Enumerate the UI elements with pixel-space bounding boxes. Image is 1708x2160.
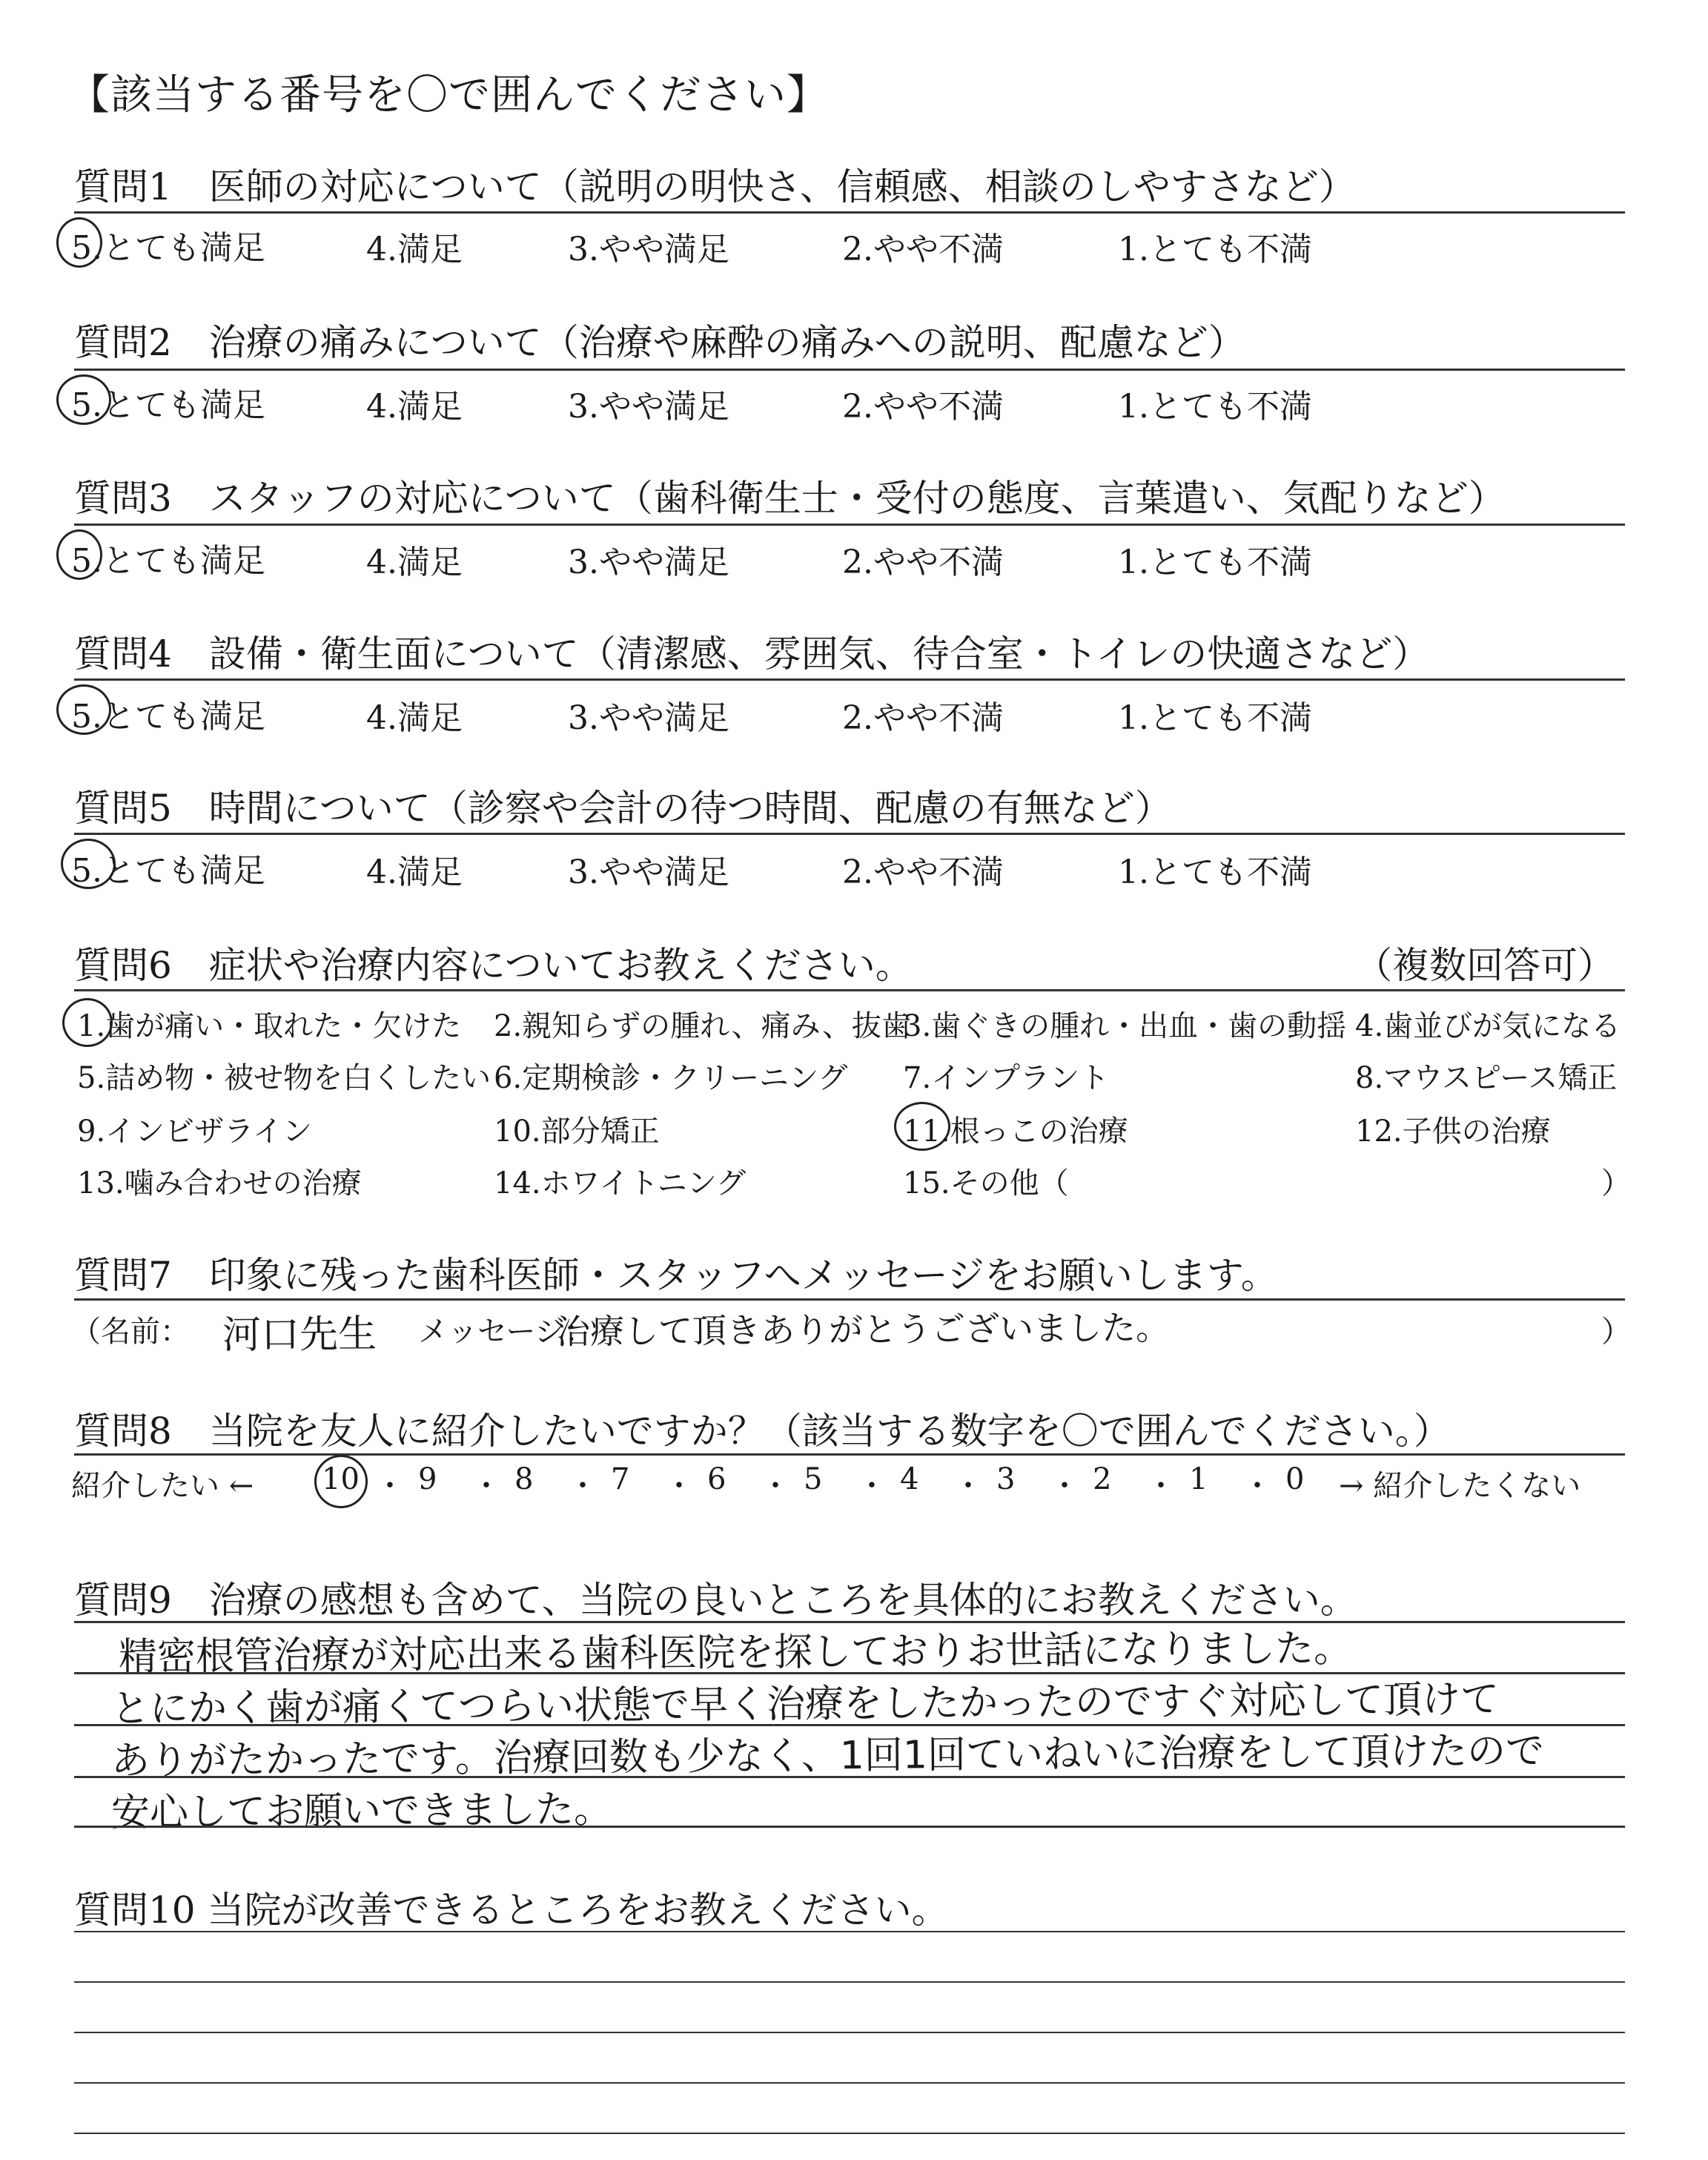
q6-item-1[interactable]: 1.歯が痛い・取れた・欠けた <box>77 1009 462 1043</box>
q3-option-4[interactable]: 4.満足 <box>366 544 463 581</box>
question-5-title: 質問5 時間について（診察や会計の待つ時間、配慮の有無など） <box>74 787 1172 830</box>
divider <box>74 678 1625 681</box>
scale-value-9[interactable]: 9 <box>418 1462 437 1496</box>
writing-line <box>74 1776 1625 1778</box>
question-10-title: 質問10 当院が改善できるところをお教えください。 <box>74 1889 949 1932</box>
q7-close-paren: ） <box>1601 1315 1631 1349</box>
recommend-scale <box>322 1462 1305 1504</box>
q6-item-12[interactable]: 12.子供の治療 <box>1355 1114 1551 1149</box>
scale-value-7[interactable]: 7 <box>611 1462 630 1496</box>
question-6-title: 質問6 症状や治療内容についてお教えください。 <box>74 944 913 987</box>
q6-item-8[interactable]: 8.マウスピース矯正 <box>1355 1061 1618 1095</box>
divider <box>74 1453 1625 1456</box>
scale-value-1[interactable]: 1 <box>1189 1462 1208 1496</box>
divider <box>74 833 1625 835</box>
q6-item-2[interactable]: 2.親知らずの腫れ、痛み、抜歯 <box>494 1009 911 1043</box>
q6-item-10[interactable]: 10.部分矯正 <box>494 1114 660 1149</box>
scale-separator: ・ <box>568 1469 598 1503</box>
q4-option-4[interactable]: 4.満足 <box>366 699 463 737</box>
scale-value-8[interactable]: 8 <box>514 1462 534 1496</box>
q5-option-4[interactable]: 4.満足 <box>366 853 463 891</box>
scale-separator: ・ <box>857 1469 887 1503</box>
question-9-title: 質問9 治療の感想も含めて、当院の良いところを具体的にお教えください。 <box>74 1579 1357 1622</box>
q3-option-3[interactable]: 3.やや満足 <box>568 544 729 581</box>
q6-item-7[interactable]: 7.インプラント <box>903 1061 1110 1095</box>
q2-option-1[interactable]: 1.とても不満 <box>1118 388 1312 426</box>
q6-item-15-close: ） <box>1601 1166 1631 1200</box>
writing-line <box>74 1826 1625 1828</box>
q6-item-6[interactable]: 6.定期検診・クリーニング <box>494 1061 848 1095</box>
q6-item-15[interactable]: 15.その他（ <box>903 1166 1069 1200</box>
writing-line[interactable] <box>74 2032 1625 2033</box>
writing-line[interactable] <box>74 1981 1625 1983</box>
writing-line[interactable] <box>74 1931 1625 1932</box>
scale-value-4[interactable]: 4 <box>900 1462 919 1496</box>
q9-answer-line-1[interactable]: 精密根管治療が対応出来る歯科医院を探しておりお世話になりました。 <box>118 1626 1353 1680</box>
q5-option-3[interactable]: 3.やや満足 <box>568 853 729 891</box>
q1-option-4[interactable]: 4.満足 <box>366 231 463 268</box>
scale-separator: ・ <box>1050 1469 1079 1503</box>
divider <box>74 369 1625 371</box>
scale-value-6[interactable]: 6 <box>707 1462 726 1496</box>
scale-separator: ・ <box>664 1469 694 1503</box>
question-6-note: （複数回答可） <box>1355 944 1615 987</box>
q7-message-value[interactable]: 治療して頂きありがとうございました。 <box>555 1307 1171 1352</box>
q5-option-5[interactable]: 5.とても満足 <box>71 852 265 890</box>
q7-message-label: メッセージ： <box>418 1315 595 1349</box>
q4-option-3[interactable]: 3.やや満足 <box>568 699 729 737</box>
q7-name-value[interactable]: 河口先生 <box>222 1312 377 1358</box>
scale-separator: ・ <box>953 1469 983 1503</box>
q4-option-2[interactable]: 2.やや不満 <box>842 699 1004 737</box>
q6-item-5[interactable]: 5.詰め物・被せ物を白くしたい <box>77 1061 491 1095</box>
q6-item-3[interactable]: 3.歯ぐきの腫れ・出血・歯の動揺 <box>903 1009 1347 1043</box>
q6-item-9[interactable]: 9.インビザライン <box>77 1114 312 1149</box>
scale-value-10[interactable]: 10 <box>322 1462 360 1496</box>
q2-option-3[interactable]: 3.やや満足 <box>568 388 729 426</box>
writing-line[interactable] <box>74 2133 1625 2134</box>
q9-answer-line-3[interactable]: ありがたかったです。治療回数も少なく、1回1回ていねいに治療をして頂けたので <box>110 1728 1545 1783</box>
q3-option-1[interactable]: 1.とても不満 <box>1118 544 1312 581</box>
question-1-title: 質問1 医師の対応について（説明の明快さ、信頼感、相談のしやすさなど） <box>74 165 1356 208</box>
q2-option-4[interactable]: 4.満足 <box>366 388 463 426</box>
q6-item-14[interactable]: 14.ホワイトニング <box>494 1166 747 1200</box>
q1-option-3[interactable]: 3.やや満足 <box>568 231 729 268</box>
q2-option-2[interactable]: 2.やや不満 <box>842 388 1004 426</box>
divider <box>74 524 1625 526</box>
scale-value-2[interactable]: 2 <box>1093 1462 1112 1496</box>
q4-option-5[interactable]: 5.とても満足 <box>71 698 265 736</box>
scale-separator: ・ <box>1146 1469 1176 1503</box>
q9-answer-line-2[interactable]: とにかく歯が痛くてつらい状態で早く治療をしたかったのですぐ対応して頂けて <box>110 1677 1500 1731</box>
page-title: 【該当する番号を〇で囲んでください】 <box>68 71 829 119</box>
q5-option-1[interactable]: 1.とても不満 <box>1118 853 1312 891</box>
writing-line[interactable] <box>74 2082 1625 2084</box>
scale-value-5[interactable]: 5 <box>804 1462 823 1496</box>
divider <box>74 211 1625 214</box>
q5-option-2[interactable]: 2.やや不満 <box>842 853 1004 891</box>
q3-option-5[interactable]: 5.とても満足 <box>71 542 265 580</box>
question-4-title: 質問4 設備・衛生面について（清潔感、雰囲気、待合室・トイレの快適さなど） <box>74 633 1430 676</box>
q9-answer-line-4[interactable]: 安心してお願いできました。 <box>110 1787 613 1835</box>
q8-right-label: → 紹介したくない <box>1339 1469 1581 1503</box>
scale-separator: ・ <box>471 1469 501 1503</box>
scale-separator: ・ <box>1242 1469 1272 1503</box>
q6-item-11[interactable]: 11.根っこの治療 <box>903 1114 1128 1149</box>
q6-item-13[interactable]: 13.噛み合わせの治療 <box>77 1166 362 1200</box>
q6-item-4[interactable]: 4.歯並びが気になる <box>1355 1009 1621 1043</box>
question-7-title: 質問7 印象に残った歯科医師・スタッフへメッセージをお願いします。 <box>74 1254 1278 1297</box>
q8-left-label: 紹介したい ← <box>71 1469 254 1503</box>
q4-option-1[interactable]: 1.とても不満 <box>1118 699 1312 737</box>
divider <box>74 989 1625 991</box>
question-3-title: 質問3 スタッフの対応について（歯科衛生士・受付の態度、言葉遣い、気配りなど） <box>74 477 1506 520</box>
divider <box>74 1298 1625 1301</box>
q1-option-2[interactable]: 2.やや不満 <box>842 231 1004 268</box>
q1-option-1[interactable]: 1.とても不満 <box>1118 231 1312 268</box>
q3-option-2[interactable]: 2.やや不満 <box>842 544 1004 581</box>
question-2-title: 質問2 治療の痛みについて（治療や麻酔の痛みへの説明、配慮など） <box>74 321 1245 364</box>
q2-option-5[interactable]: 5.とても満足 <box>71 386 265 424</box>
q1-option-5[interactable]: 5.とても満足 <box>71 229 265 267</box>
scale-separator: ・ <box>761 1469 790 1503</box>
scale-separator: ・ <box>375 1469 405 1503</box>
question-8-title: 質問8 当院を友人に紹介したいですか？（該当する数字を〇で囲んでください。） <box>74 1410 1451 1453</box>
q7-name-label: （名前： <box>71 1315 190 1349</box>
scale-value-3[interactable]: 3 <box>996 1462 1016 1496</box>
scale-value-0[interactable]: 0 <box>1285 1462 1305 1496</box>
